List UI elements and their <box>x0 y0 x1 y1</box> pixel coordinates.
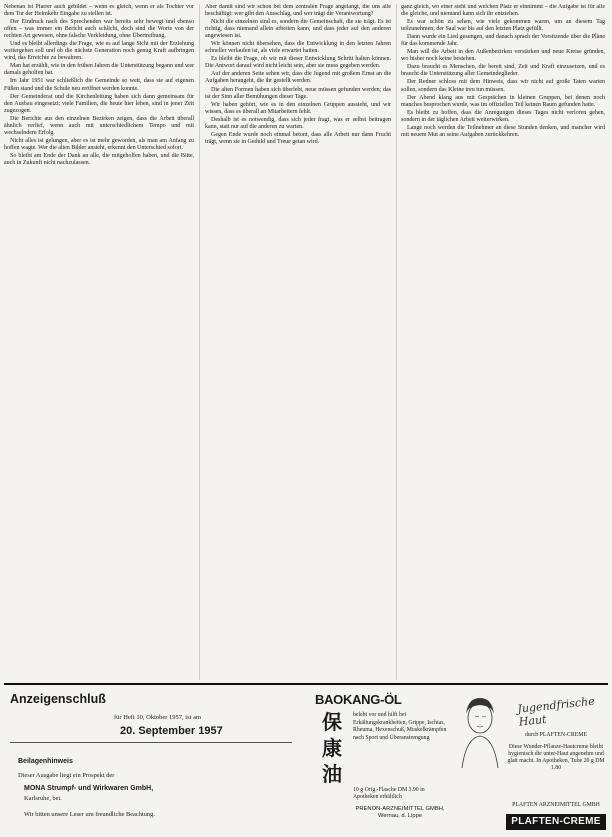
column-divider <box>199 4 200 680</box>
paragraph: Der Redner schloss mit dem Hinweis, dass wir nicht auf große Taten warten sollen, sondern das Kleine treu tun müssen. <box>401 79 605 93</box>
insert-notice-text: Dieser Ausgabe liegt ein Prospekt der <box>18 772 115 779</box>
anzeigenschluss-notice <box>4 688 304 833</box>
column-divider <box>396 4 397 680</box>
plaften-script-headline: Jugendfrische Haut <box>516 694 596 729</box>
notice-deadline-date: 20. September 1957 <box>120 725 223 737</box>
paragraph: Der Eindruck nach des Sprechenden war bereits sehr bewegt und ebenso offen – was immer ein Bericht auch schlicht, doch sind die Worte von der rechten Art gewesen, ohne falsche Verkleidung, ohne Übertreibung. <box>4 19 194 40</box>
paragraph: Deshalb ist es notwendig, dass sich jeder fragt, was er selbst beitragen kann, statt nur auf die anderen zu warten. <box>205 116 391 130</box>
plaften-manufacturer: PLAFTEN ARZNEIMITTEL GMBH <box>512 802 600 808</box>
article-column-3 <box>401 4 605 680</box>
baokang-manufacturer: PRENON-ARZNEIMITTEL GMBH, Wernau, d. Lippe <box>355 806 445 820</box>
woman-portrait-icon <box>458 692 502 768</box>
paragraph: Im Jahr 1951 war schließlich die Gemeinde so weit, dass sie auf eigenen Füßen stand und die Schule neu eröffnet werden konnte. <box>4 78 194 92</box>
paragraph: Nicht die einzelnen sind es, sondern die Gemeinschaft, die sie trägt. Es ist richtig, dass niemand allein arbeiten kann, und dass jeder auf den anderen angewiesen ist. <box>205 19 391 40</box>
baokang-chinese-logo: 保 康 油 <box>322 712 342 786</box>
baokang-brand: BAOKANG-ÖL <box>315 692 402 707</box>
insert-notice-heading: Beilagenhinweis <box>18 758 73 765</box>
paragraph: Dazu braucht es Menschen, die bereit sind, Zeit und Kraft einzusetzen, und es braucht die Unterstützung aller Gemeindeglieder. <box>401 64 605 78</box>
paragraph: Dann wurde ein Lied gesungen, und danach sprach der Vorsitzende über die Pläne für das kommende Jahr. <box>401 34 605 48</box>
paragraph: Die alten Formen haben sich überlebt, neue müssen gefunden werden; das ist der Sinn aller Bemühungen dieser Tage. <box>205 86 391 100</box>
paragraph: Aber damit sind wir schon bei dem zentralen Frage angelangt, die uns alle beschäftigt: wer gibt den Ausschlag, und wer trägt die Verantwortung? <box>205 4 391 18</box>
paragraph: Der Gemeinderat und die Kirchenleitung haben sich dann gemeinsam für den Ausbau eingesetzt; viele Familien, die heute hier leben, sind in jener Zeit zugezogen. <box>4 93 194 114</box>
paragraph: Auf der anderen Seite sehen wir, dass die Jugend mit großem Ernst an die Aufgaben herangeht, die ihr gestellt werden. <box>205 71 391 85</box>
section-rule <box>4 683 608 685</box>
paragraph: Gegen Ende wurde noch einmal betont, dass alle Arbeit nur dann Frucht trägt, wenn sie in Geduld und Treue getan wird. <box>205 131 391 145</box>
baokang-price: 10 g Orig.-Flasche DM 3.90 in Apotheken erhältlich <box>353 787 425 801</box>
insert-notice-company: MONA Strumpf- und Wirkwaren GmbH, <box>24 785 154 792</box>
paragraph: Es bleibt zu hoffen, dass die Anregungen dieses Tages nicht verloren gehen, sondern in der täglichen Arbeit weiterwirken. <box>401 109 605 123</box>
article-column-1 <box>4 4 194 680</box>
paragraph: Lange noch werden die Teilnehmer an diese Stunden denken, und mancher wird mit neuem Mut an seine Aufgaben zurückkehren. <box>401 124 605 138</box>
article-column-2 <box>205 4 391 680</box>
notice-deadline-label: für Heft 10, Oktober 1957, ist am <box>114 714 202 721</box>
advertisement-section <box>4 688 608 833</box>
plaften-description: Diese Wunder-Pflanze-Hautcreme bleibt hygienisch die unter-Haut angenehm und glatt macht. In Apotheken, Tube 20 g DM 1.80 <box>507 744 605 771</box>
notice-title: Anzeigenschluß <box>10 692 106 706</box>
paragraph: Die Berichte aus den einzelnen Bezirken zeigen, dass die Arbeit überall ähnlich verlief, wenn auch mit unterschiedlichem Tempo und mit wechselndem Erfolg. <box>4 115 194 136</box>
paragraph: Und es bleibt allerdings die Frage, wie es auf lange Sicht mit der Erziehung weitergehen soll und ob die nächste Generation noch genug Kraft aufbringen wird, das Erreichte zu bewahren. <box>4 41 194 62</box>
paragraph: Der Abend klang aus mit Gesprächen in kleinen Gruppen, bei denen noch manches besprochen wurde, was im offiziellen Teil keinen Raum gefunden hatte. <box>401 94 605 108</box>
paragraph: Nicht alles ist gelungen, aber es ist mehr geworden, als man am Anfang zu hoffen wagte. Wer die alten Bilder ansieht, erkennt den Unterschied sofort. <box>4 137 194 151</box>
paragraph: Nebenan ist Pfarrer auch gebildet – wenn es gleich, wenn er als Tochter vor dem Tor der Heimkehr Eingabe zu stellen ist. <box>4 4 194 18</box>
paragraph: So bleibt am Ende der Dank an alle, die mitgeholfen haben, und die Bitte, auch in Zukunft nicht nachzulassen. <box>4 152 194 166</box>
plaften-subtitle: durch PLAFTEN-CREME <box>525 732 587 738</box>
paragraph: ganz gleich, wo einer steht und welchen Platz er einnimmt – die Aufgabe ist für alle die gleiche, und niemand kann sich ihr entziehen. <box>401 4 605 18</box>
insert-notice-city: Karlsruhe, bei. <box>24 795 62 802</box>
baokang-oil-ad <box>309 690 449 830</box>
paragraph: Man hat erzählt, wie in den frühen Jahren die Unterstützung begann und wer damals geholfen hat. <box>4 63 194 77</box>
insert-notice-footer: Wir bitten unsere Leser um freundliche Beachtung. <box>24 811 155 818</box>
paragraph: Wir können nicht übersehen, dass die Entwicklung in den letzten Jahren schneller verlaufen ist, als viele erwartet hatten. <box>205 41 391 55</box>
plaften-creme-ad <box>456 690 608 832</box>
paragraph: Es war schön zu sehen, wie viele gekommen waren, um an diesem Tag teilzunehmen; der Saal war bis auf den letzten Platz gefüllt. <box>401 19 605 33</box>
paragraph: Wir haben gehört, wie es in den einzelnen Gruppen aussieht, und wir wissen, dass es überall an Mitarbeitern fehlt. <box>205 101 391 115</box>
baokang-description: belebt vor und hilft bei Erkältungskrankheiten, Grippe, Ischias, Rheuma, Hexenschuß, Muskelkrämpfen nach Sport und Überanstrengung <box>353 712 447 741</box>
paragraph: Man will die Arbeit in den Außenbezirken verstärken und neue Kreise gründen, wo bisher noch keine bestehen. <box>401 49 605 63</box>
plaften-banner: PLAFTEN-CREME <box>506 814 606 830</box>
paragraph: Es bleibt die Frage, ob wir mit dieser Entwicklung Schritt halten können. Die Antwort darauf wird nicht leicht sein, aber sie muss gegeben werden. <box>205 56 391 70</box>
